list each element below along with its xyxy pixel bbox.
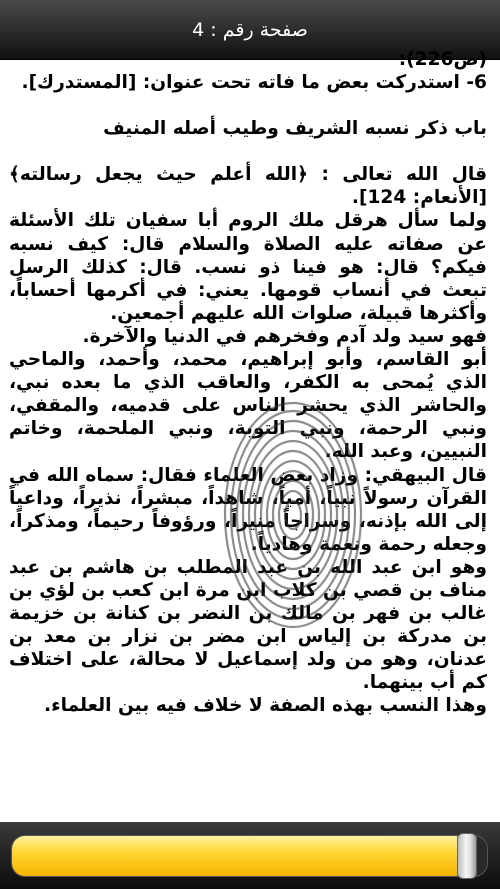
text-paragraph: قال الله تعالى : ﴿الله أعلم حيث يجعل رسالته﴾[الأنعام: 124]. bbox=[9, 164, 487, 209]
paragraph-gap bbox=[9, 140, 487, 163]
text-paragraph: ولما سأل هرقل ملك الروم أبا سفيان تلك الأسئلة عن صفاته عليه الصلاة والسلام قال: كيف نسبه فيكم؟ قال: هو فينا ذو نسب. قال: كذلك الرسل تبعث في أنساب قومها. يعني: في أكرمها أحساباً، وأكثرها قبيلة، صلوات الله عليهم أجمعين. bbox=[9, 210, 487, 324]
book-text bbox=[0, 48, 500, 718]
paragraph-gap bbox=[9, 94, 487, 117]
text-paragraph: فهو سيد ولد آدم وفخرهم في الدنيا والآخرة. bbox=[82, 325, 487, 347]
text-paragraph: وهو ابن عبد الله بن عبد المطلب بن هاشم بن عبد مناف بن قصي بن كلاب ابن مرة ابن كعب بن لؤي بن غالب بن فهر بن مالك بن النضر بن كنانة بن خزيمة بن مدركة بن إلياس ابن مضر بن نزار بن معد بن عدنان، وهو من ولد إسماعيل لا محالة، على اختلاف كم أب بينهما. bbox=[9, 556, 487, 694]
page-progress-fill bbox=[12, 836, 468, 876]
page-slider-handle[interactable] bbox=[457, 833, 477, 879]
page-progress-track[interactable] bbox=[11, 835, 488, 877]
text-paragraph: أبو القاسم، وأبو إبراهيم، محمد، وأحمد، والماحي الذي يُمحى به الكفر، والعاقب الذي ما بعده نبي، والحاشر الذي يحشر الناس على قدميه، والمقفي، ونبي الرحمة، ونبي التوبة، ونبي الملحمة، وخاتم النبيين، وعبد الله. bbox=[9, 349, 487, 463]
text-paragraph: 6- استدركت بعض ما فاته تحت عنوان: [المستدرك]. bbox=[21, 72, 487, 94]
reader-content[interactable] bbox=[0, 49, 500, 822]
page-number-title: صفحة رقم : 4 bbox=[192, 18, 308, 41]
bottom-bar bbox=[0, 822, 500, 889]
text-paragraph: (ص226): bbox=[398, 49, 487, 70]
text-paragraph: وهذا النسب بهذه الصفة لا خلاف فيه بين العلماء. bbox=[44, 695, 487, 717]
chapter-heading: باب ذكر نسبه الشريف وطيب أصله المنيف bbox=[103, 118, 487, 140]
text-paragraph: قال البيهقي: وزاد بعض العلماء فقال: سماه الله في القرآن رسولاً نبياً، أمياً، شاهداً، مبشراً، نذيراً، وداعياً إلى الله بإذنه، وسراجاً منيراً، ورؤوفاً رحيماً، ومذكراً، وجعله رحمة ونعمة وهادياً. bbox=[9, 464, 487, 555]
